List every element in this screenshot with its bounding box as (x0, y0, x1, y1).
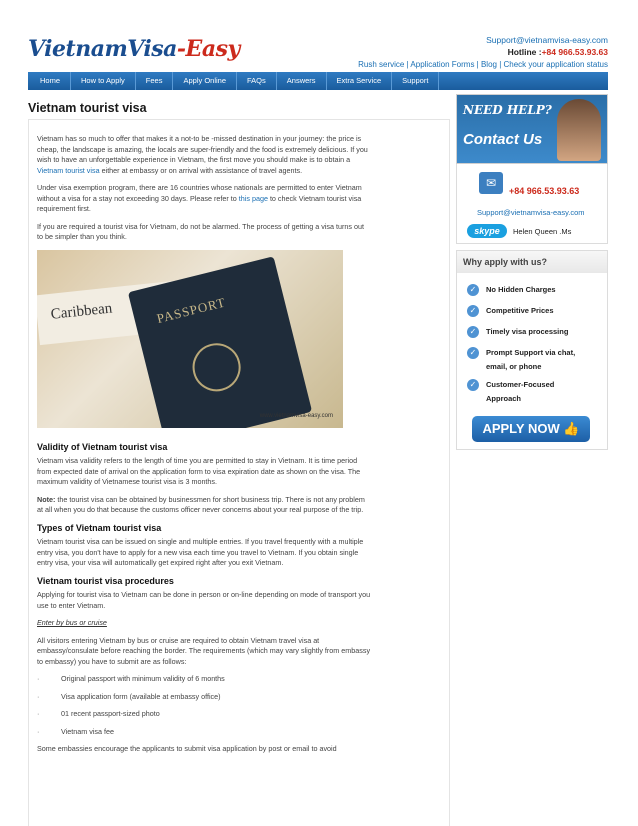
heading-procedures: Vietnam tourist visa procedures (37, 575, 174, 586)
nav-extra-service[interactable]: Extra Service (327, 72, 393, 90)
passport-image: PASSPORT (128, 256, 312, 428)
heading-validity: Validity of Vietnam tourist visa (37, 441, 168, 452)
list-item: · Vietnam visa fee (37, 726, 115, 736)
skype-icon[interactable]: skype (467, 224, 507, 238)
nav-fees[interactable]: Fees (136, 72, 174, 90)
hotline-number: +84 966.53.93.63 (541, 47, 608, 57)
main-nav (28, 72, 608, 90)
check-icon: ✓ (467, 379, 479, 391)
why-item: ✓ Customer-Focused Approach (467, 378, 586, 406)
tourist-visa-link[interactable]: Vietnam tourist visa (37, 165, 100, 175)
sidebar (456, 94, 608, 450)
logo-text-easy: -Easy (176, 36, 240, 62)
header-hotline (486, 46, 608, 58)
closing-paragraph: Some embassies encourage the applicants to submit visa application by post or email to avoid (37, 744, 337, 753)
why-item: ✓ Prompt Support via chat, email, or phone (467, 346, 586, 374)
apply-now-button[interactable]: APPLY NOW 👍 (472, 416, 590, 442)
why-item: ✓ No Hidden Charges (467, 283, 586, 297)
this-page-link[interactable]: this page (238, 193, 268, 203)
passport-emblem-icon (188, 338, 246, 396)
why-apply-title: Why apply with us? (457, 251, 607, 273)
nav-apply-online[interactable]: Apply Online (173, 72, 237, 90)
bus-paragraph: All visitors entering Vietnam by bus or cruise are required to obtain Vietnam travel visa at embassy/consulate before reaching the border. The requirements (which may vary slightly from embassy to embassy) you have to submit are as follows: (37, 635, 371, 666)
list-item: · Visa application form (available at embassy office) (37, 691, 221, 701)
list-item: · Original passport with minimum validity of 6 months (37, 674, 225, 683)
list-item: · 01 recent passport-sized photo (37, 709, 160, 718)
process-paragraph: If you are required a tourist visa for Vietnam, do not be alarmed. The process of getting a visa turns out to be simpler than you think. (37, 221, 364, 241)
procedures-paragraph: Applying for tourist visa to Vietnam can be done in person or on-line depending on mode of transport you use to enter Vietnam. (37, 590, 371, 610)
site-logo[interactable] (28, 36, 240, 62)
exemption-paragraph: Under visa exemption program, there are 16 countries whose nationals are permitted to enter Vietnam without a visa for a stay not exceeding 30 days. Please refer to this page to check Vietnam tourist visa requirement first. (37, 183, 362, 213)
nav-how-to-apply[interactable]: How to Apply (71, 72, 136, 90)
header-email-link[interactable]: Support@vietnamvisa-easy.com (486, 35, 608, 45)
note-paragraph: Note: the tourist visa can be obtained by businessmen for short business trip. There is not any problem at all when you do that because the customs officer never concerns about your real purpose of the trip. (37, 494, 365, 514)
nav-home[interactable]: Home (28, 72, 71, 90)
nav-faqs[interactable]: FAQs (237, 72, 277, 90)
phone-email-icon: ✉ (479, 172, 503, 194)
ticket-image: Caribbean (37, 280, 179, 344)
check-icon: ✓ (467, 305, 479, 317)
nav-answers[interactable]: Answers (277, 72, 327, 90)
contact-box (456, 164, 608, 244)
support-agent-avatar (557, 99, 601, 161)
check-icon: ✓ (467, 326, 479, 338)
hotline-label: Hotline : (507, 47, 542, 57)
article-body (37, 134, 371, 762)
contact-us-text: Contact Us (463, 131, 543, 148)
check-icon: ✓ (467, 347, 479, 359)
page-title: Vietnam tourist visa (28, 101, 147, 115)
need-help-text: NEED HELP? (463, 103, 552, 117)
thumbs-up-icon: 👍 (563, 421, 580, 436)
nav-support[interactable]: Support (392, 72, 439, 90)
header-contact (486, 34, 608, 58)
why-item: ✓ Timely visa processing (467, 325, 586, 339)
photo-watermark: www.vietnamvisa-easy.com (259, 413, 333, 419)
need-help-banner[interactable] (456, 94, 608, 164)
intro-paragraph: Vietnam has so much to offer that makes it a not-to be -missed destination in your journey: the price is cheap, the landscape is amazing, the locals are super-friendly and the food is extremely delicious. If you wish to have an unforgettable experience in Vietnam, the first move you should make is to obtain a Vietnam tourist visa either at embassy or on arrival with assistance of travel agents. (37, 134, 368, 175)
sidebar-phone: +84 966.53.93.63 (509, 186, 580, 196)
header-quick-links[interactable]: Rush service | Application Forms | Blog | Check your application status (358, 60, 608, 69)
check-icon: ✓ (467, 284, 479, 296)
passport-photo (37, 250, 343, 428)
sidebar-email-link[interactable]: Support@vietnamvisa-easy.com (477, 208, 585, 217)
logo-text-main: VietnamVisa (28, 36, 177, 62)
validity-paragraph: Vietnam visa validity refers to the length of time you are permitted to stay in Vietnam. It is time period from expected date of arrival on the application form to visa expiration date as shown on the visa. The maximum validity of Vietnamese tourist visa is 3 months. (37, 456, 361, 486)
skype-contact-name[interactable]: Helen Queen .Ms (513, 227, 572, 236)
subheading-bus-cruise: Enter by bus or cruise (37, 618, 107, 627)
why-item: ✓ Competitive Prices (467, 304, 586, 318)
types-paragraph: Vietnam tourist visa can be issued on single and multiple entries. If you travel frequently with a multiple entry visa, you don't have to apply for a new visa each time you travel to Vietnam. If you obtain single entry visa, your visa will automatically get expired right after you exit Vietnam. (37, 537, 364, 567)
article-panel (28, 119, 450, 826)
heading-types: Types of Vietnam tourist visa (37, 522, 162, 533)
